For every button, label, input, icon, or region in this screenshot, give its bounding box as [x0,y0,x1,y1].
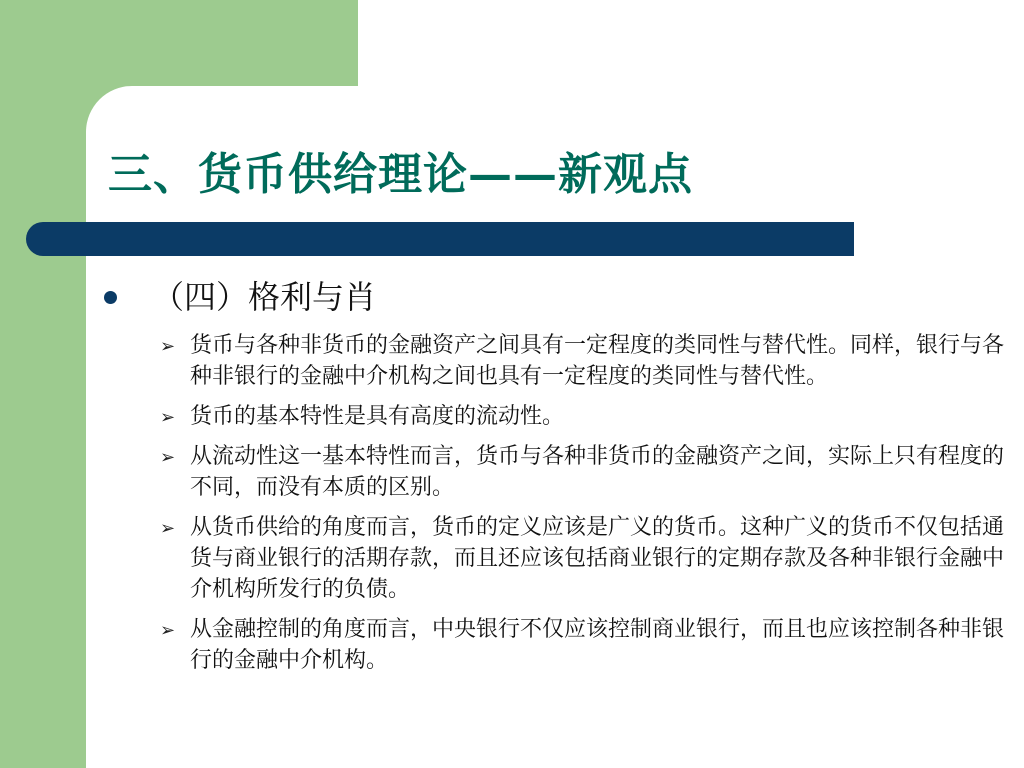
sub-bullet-item [158,512,1018,605]
sub-bullet-text: 货币与各种非货币的金融资产之间具有一定程度的类同性与替代性。同样，银行与各种非银行的金融中介机构之间也具有一定程度的类同性与替代性。 [190,333,1005,389]
arrow-bullet-icon: ➢ [160,407,176,428]
sub-bullet-item [158,330,1018,392]
sub-bullet-list [158,330,1018,685]
slide-title: 三、货币供给理论——新观点 [108,149,693,200]
sub-bullet-text: 货币的基本特性是具有高度的流动性。 [190,404,565,429]
level1-bullet-text: （四）格利与肖 [152,278,377,316]
sub-bullet-text: 从金融控制的角度而言，中央银行不仅应该控制商业银行，而且也应该控制各种非银行的金融中介机构。 [190,617,1005,673]
sub-bullet-item [158,614,1018,676]
bullet-dot-icon [104,291,117,304]
title-underline-bar [26,222,854,256]
sub-bullet-item [158,441,1018,503]
sub-bullet-item [158,401,1018,432]
sub-bullet-text: 从流动性这一基本特性而言，货币与各种非货币的金融资产之间，实际上只有程度的不同，而没有本质的区别。 [190,444,1005,500]
arrow-bullet-icon: ➢ [160,518,176,539]
arrow-bullet-icon: ➢ [160,336,176,357]
arrow-bullet-icon: ➢ [160,447,176,468]
arrow-bullet-icon: ➢ [160,620,176,641]
sub-bullet-text: 从货币供给的角度而言，货币的定义应该是广义的货币。这种广义的货币不仅包括通货与商业银行的活期存款，而且还应该包括商业银行的定期存款及各种非银行金融中介机构所发行的负债。 [190,515,1005,602]
